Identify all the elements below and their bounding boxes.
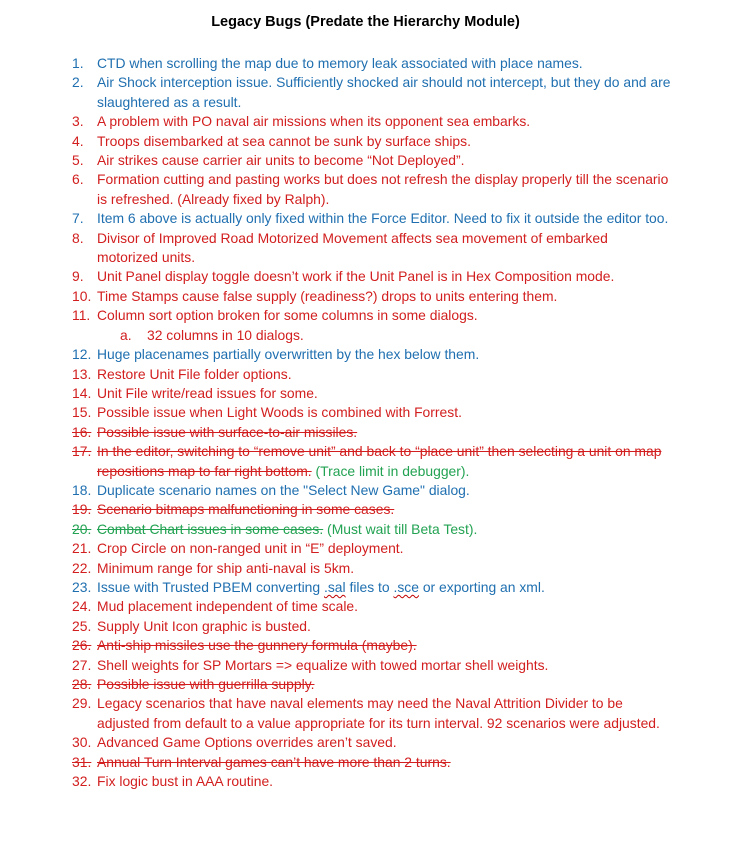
item-number: 4. xyxy=(72,132,84,149)
item-number: 17. xyxy=(72,443,92,460)
item-text: CTD when scrolling the map due to memory leak associated with place names. xyxy=(97,55,583,71)
item-number: 3. xyxy=(72,113,84,130)
list-item xyxy=(72,423,672,442)
item-number: 29. xyxy=(72,695,92,712)
item-note: (Must wait till Beta Test). xyxy=(323,520,478,537)
list-item xyxy=(72,287,672,306)
item-number: 21. xyxy=(72,540,92,557)
list-item xyxy=(72,442,672,481)
item-text: Crop Circle on non-ranged unit in “E” deployment. xyxy=(97,540,404,557)
item-number: 12. xyxy=(72,346,92,363)
item-text: Mud placement independent of time scale. xyxy=(97,598,358,615)
item-number: 32. xyxy=(72,773,92,790)
item-text: Annual Turn Interval games can’t have more than 2 turns. xyxy=(97,753,451,770)
item-text: Anti-ship missiles use the gunnery formula (maybe). xyxy=(97,637,417,654)
bug-list xyxy=(72,54,672,791)
item-number: 7. xyxy=(72,210,84,227)
list-item xyxy=(72,170,672,209)
list-item xyxy=(72,73,672,112)
item-text: Possible issue with surface-to-air missiles. xyxy=(97,423,358,440)
item-text: Troops disembarked at sea cannot be sunk by surface ships. xyxy=(97,132,471,149)
list-item xyxy=(72,500,672,519)
item-number: 11. xyxy=(72,307,91,324)
item-text: Combat Chart issues in some cases. xyxy=(97,520,324,537)
item-text: A problem with PO naval air missions when its opponent sea embarks. xyxy=(97,113,531,130)
list-item xyxy=(72,345,672,364)
item-number: 27. xyxy=(72,656,92,673)
item-text: Item 6 above is actually only fixed within the Force Editor. Need to fix it outside the editor too. xyxy=(97,210,669,227)
item-number: 9. xyxy=(72,268,84,285)
list-item xyxy=(72,112,672,131)
item-text: Shell weights for SP Mortars => equalize with towed mortar shell weights. xyxy=(97,656,549,673)
item-text: Issue with Trusted PBEM converting .sal files to .sce or exporting an xml. xyxy=(97,578,545,595)
item-number: 31. xyxy=(72,753,92,770)
item-text: 32 columns in 10 dialogs. xyxy=(147,326,304,343)
list-item xyxy=(72,306,672,325)
item-text: Air strikes cause carrier air units to become “Not Deployed”. xyxy=(97,152,465,169)
list-item xyxy=(72,54,672,73)
item-text: Huge placenames partially overwritten by the hex below them. xyxy=(97,346,480,363)
list-item xyxy=(72,753,672,772)
list-item xyxy=(72,656,672,675)
item-text: Possible issue with guerrilla supply. xyxy=(97,676,315,692)
item-number: 15. xyxy=(72,404,92,421)
item-number: a. xyxy=(120,326,132,343)
item-text: Fix logic bust in AAA routine. xyxy=(97,773,274,790)
item-number: 10. xyxy=(72,287,92,304)
item-text: Legacy scenarios that have naval elements may need the Naval Attrition Divider to be adjusted from default to a value appropriate for its turn interval. 92 scenarios were adjusted. xyxy=(97,695,660,731)
item-text: Time Stamps cause false supply (readiness?) drops to units entering them. xyxy=(97,287,558,304)
item-text: Minimum range for ship anti-naval is 5km. xyxy=(97,559,355,576)
item-number: 6. xyxy=(72,171,84,188)
list-item xyxy=(72,636,672,655)
item-text: Restore Unit File folder options. xyxy=(97,365,292,382)
list-item xyxy=(72,209,672,228)
item-number: 30. xyxy=(72,734,92,751)
list-item xyxy=(72,772,672,791)
item-text: Duplicate scenario names on the "Select New Game" dialog. xyxy=(97,481,470,498)
item-number: 8. xyxy=(72,229,84,246)
item-text: Divisor of Improved Road Motorized Movement affects sea movement of embarked motorized units. xyxy=(97,229,608,266)
item-text: Supply Unit Icon graphic is busted. xyxy=(97,617,311,634)
item-number: 14. xyxy=(72,384,92,401)
item-number: 23. xyxy=(72,578,92,595)
page-title: Legacy Bugs (Predate the Hierarchy Module) xyxy=(211,14,520,30)
item-number: 24. xyxy=(72,598,92,615)
list-item xyxy=(72,384,672,403)
item-number: 13. xyxy=(72,365,92,382)
list-item xyxy=(72,229,672,268)
list-item xyxy=(72,597,672,616)
list-item xyxy=(72,481,672,500)
item-number: 2. xyxy=(72,74,84,91)
item-number: 22. xyxy=(72,559,92,576)
list-item xyxy=(72,675,672,694)
item-note: (Trace limit in debugger). xyxy=(311,462,470,479)
list-item xyxy=(72,403,672,422)
list-item xyxy=(72,559,672,578)
item-number: 19. xyxy=(72,501,92,518)
item-number: 28. xyxy=(72,676,92,692)
list-item xyxy=(72,733,672,752)
item-number: 26. xyxy=(72,637,92,654)
list-item xyxy=(72,578,672,597)
list-item xyxy=(72,694,672,733)
list-item xyxy=(72,365,672,384)
list-item xyxy=(72,132,672,151)
item-text: In the editor, switching to “remove unit” and back to “place unit” then selecting a unit on map repositions map to far right bottom. xyxy=(97,443,662,479)
item-number: 18. xyxy=(72,481,92,498)
item-text: Unit File write/read issues for some. xyxy=(97,384,318,401)
item-text: Scenario bitmaps malfunctioning in some cases. xyxy=(97,501,395,518)
item-text: Column sort option broken for some columns in some dialogs. xyxy=(97,307,478,324)
list-item xyxy=(72,267,672,286)
item-number: 16. xyxy=(72,423,92,440)
list-item xyxy=(72,539,672,558)
list-item xyxy=(72,151,672,170)
item-text: Unit Panel display toggle doesn’t work if the Unit Panel is in Hex Composition mode. xyxy=(97,268,615,285)
item-number: 25. xyxy=(72,617,92,634)
item-number: 5. xyxy=(72,152,84,169)
list-item xyxy=(72,520,672,539)
item-text: Possible issue when Light Woods is combined with Forrest. xyxy=(97,404,462,421)
item-number: 1. xyxy=(72,55,84,71)
item-number: 20. xyxy=(72,520,92,537)
item-text: Air Shock interception issue. Sufficiently shocked air should not intercept, but they do and are slaughtered as a result. xyxy=(97,74,671,110)
item-text: Formation cutting and pasting works but does not refresh the display properly till the scenario is refreshed. (Already fixed by Ralph). xyxy=(97,171,669,207)
sub-list-item xyxy=(72,326,672,345)
item-text: Advanced Game Options overrides aren’t saved. xyxy=(97,734,397,751)
list-item xyxy=(72,617,672,636)
